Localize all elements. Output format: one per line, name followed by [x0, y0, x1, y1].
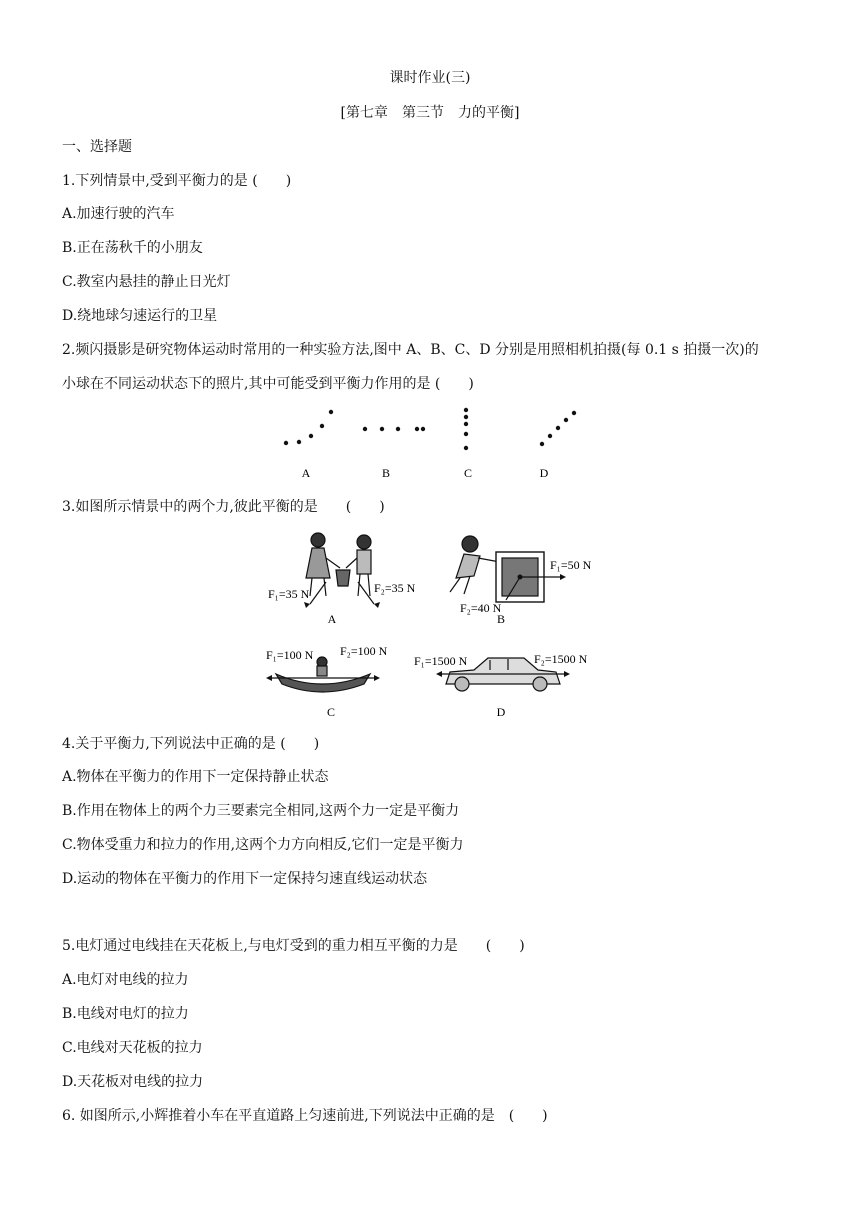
question-1-stem: 1.下列情景中,受到平衡力的是 ( ) — [62, 173, 292, 189]
question-5-option-b: B.电线对电灯的拉力 — [62, 1006, 189, 1022]
question-5-option-c: C.电线对天花板的拉力 — [62, 1040, 203, 1056]
figure-label-c: C — [463, 466, 473, 480]
force-label-b-f1: F₁=50 N — [550, 558, 592, 572]
force-figure-bottom-row — [262, 642, 602, 724]
figure-label-a: A — [327, 612, 337, 626]
boat-illustration — [276, 657, 370, 692]
children-carrying-bucket-illustration — [306, 533, 374, 604]
child-pushing-box-illustration — [450, 536, 544, 602]
question-4-option-b: B.作用在物体上的两个力三要素完全相同,这两个力一定是平衡力 — [62, 803, 460, 819]
strobe-dots-d — [540, 411, 576, 446]
question-2-stem-line1: 2.频闪摄影是研究物体运动时常用的一种实验方法,图中 A、B、C、D 分别是用照相机拍摄(每 0.1 s 拍摄一次)的 — [62, 342, 759, 358]
strobe-dots-b — [363, 427, 425, 431]
page-subtitle: [第七章 第三节 力的平衡] — [340, 105, 520, 121]
question-3-stem: 3.如图所示情景中的两个力,彼此平衡的是 ( ) — [62, 499, 385, 515]
force-label-a-f1: F₁=35 N — [268, 587, 310, 601]
section-heading: 一、选择题 — [62, 139, 132, 155]
force-label-c-f2: F₂=100 N — [340, 644, 388, 658]
question-5-option-d: D.天花板对电线的拉力 — [62, 1074, 204, 1090]
question-4-option-a: A.物体在平衡力的作用下一定保持静止状态 — [62, 769, 329, 785]
question-5-option-a: A.电灯对电线的拉力 — [62, 972, 189, 988]
force-label-c-f1: F₁=100 N — [266, 648, 314, 662]
question-1-option-a: A.加速行驶的汽车 — [62, 206, 175, 222]
question-4-stem: 4.关于平衡力,下列说法中正确的是 ( ) — [62, 736, 320, 752]
strobe-dots-c — [464, 408, 468, 450]
question-6-stem: 6. 如图所示,小辉推着小车在平直道路上匀速前进,下列说法中正确的是 ( ) — [62, 1108, 548, 1124]
figure-label-d: D — [496, 705, 506, 719]
strobe-photo-figure — [270, 400, 590, 485]
figure-label-b: B — [381, 466, 391, 480]
question-1-option-c: C.教室内悬挂的静止日光灯 — [62, 274, 231, 290]
figure-label-c: C — [326, 705, 336, 719]
question-4-option-c: C.物体受重力和拉力的作用,这两个力方向相反,它们一定是平衡力 — [62, 837, 464, 853]
force-label-a-f2: F₂=35 N — [374, 581, 416, 595]
page-title: 课时作业(三) — [389, 70, 471, 86]
question-4-option-d: D.运动的物体在平衡力的作用下一定保持匀速直线运动状态 — [62, 871, 428, 887]
force-label-d-f1: F₁=1500 N — [414, 654, 468, 668]
question-1-option-b: B.正在荡秋千的小朋友 — [62, 240, 203, 256]
figure-label-d: D — [539, 466, 549, 480]
force-label-b-f2: F₂=40 N — [460, 601, 502, 615]
force-label-d-f2: F₂=1500 N — [534, 652, 588, 666]
question-5-stem: 5.电灯通过电线挂在天花板上,与电灯受到的重力相互平衡的力是 ( ) — [62, 938, 525, 954]
figure-label-a: A — [301, 466, 311, 480]
figure-label-b: B — [496, 612, 506, 626]
question-2-stem-line2: 小球在不同运动状态下的照片,其中可能受到平衡力作用的是 ( ) — [62, 376, 474, 392]
force-figure-top-row — [260, 528, 600, 628]
strobe-dots-a — [284, 410, 333, 445]
question-1-option-d: D.绕地球匀速运行的卫星 — [62, 308, 218, 324]
